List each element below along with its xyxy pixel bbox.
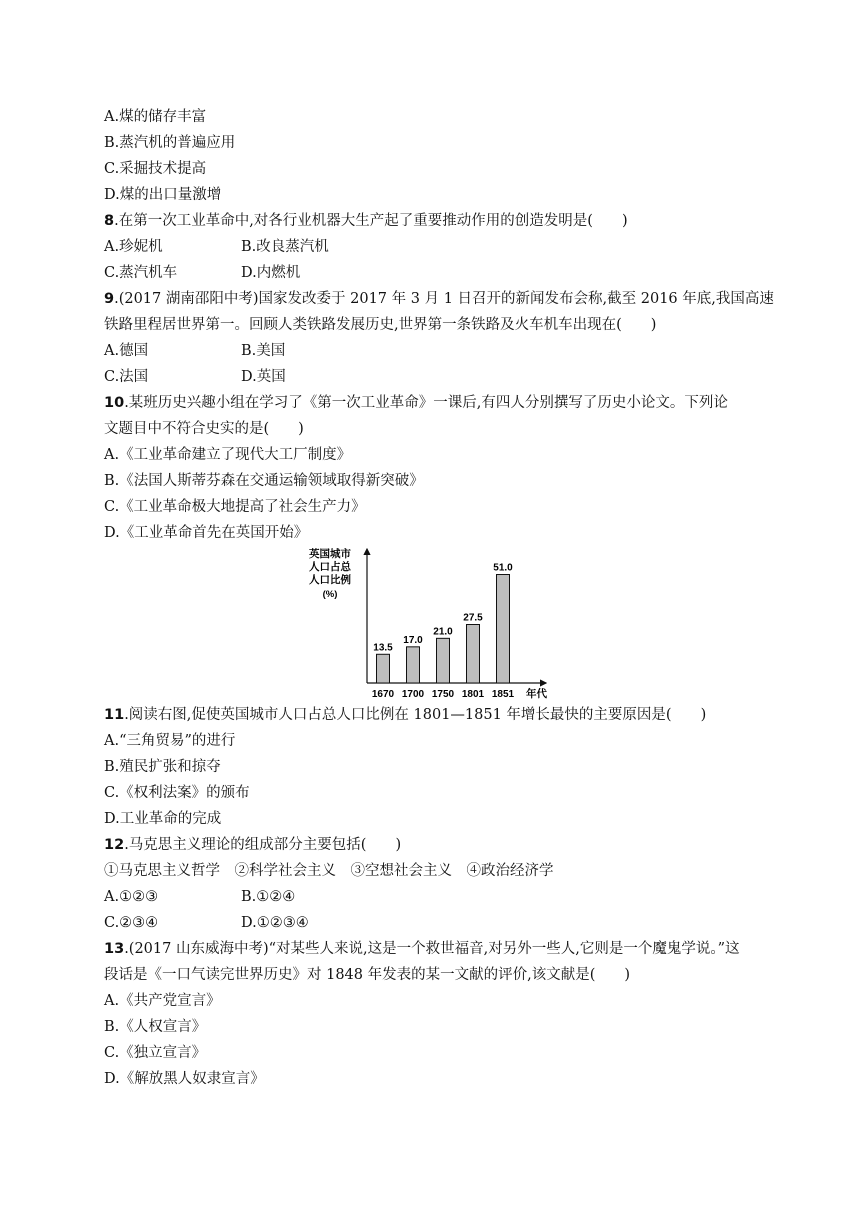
q12-number: 12 — [104, 837, 125, 853]
q11-stem — [104, 705, 706, 725]
q9-option-c: C.法国 — [104, 369, 149, 385]
q11-option-c: C.《权利法案》的颁布 — [104, 785, 250, 801]
q11-option-a: A.“三角贸易”的进行 — [104, 733, 236, 749]
q10-stem-text: .某班历史兴趣小组在学习了《第一次工业革命》一课后,有四人分别撰写了历史小论文。下列论 — [124, 395, 728, 411]
q9-stem-line1 — [104, 289, 774, 309]
q12-option-a: A.①②③ — [104, 889, 159, 905]
q9-option-d: D.英国 — [241, 369, 286, 385]
tick-label-1801: 1801 — [461, 689, 485, 700]
q8-option-b: B.改良蒸汽机 — [241, 239, 329, 255]
bar-1851 — [497, 575, 510, 683]
urban-population-bar-chart — [300, 545, 560, 700]
q8-option-c: C.蒸汽机车 — [104, 265, 178, 281]
bar-1750 — [437, 638, 450, 683]
q11-option-b: B.殖民扩张和掠夺 — [104, 759, 221, 775]
q8-stem — [104, 211, 628, 231]
q10-stem-line1 — [104, 393, 728, 413]
q13-stem-line1 — [104, 939, 740, 959]
q10-option-b: B.《法国人斯蒂芬森在交通运输领域取得新突破》 — [104, 473, 424, 489]
q7-option-a: A.煤的储存丰富 — [104, 109, 207, 125]
value-label-1700: 17.0 — [403, 634, 423, 646]
bar-1670 — [377, 654, 390, 683]
q9-number: 9 — [104, 291, 115, 307]
q9-option-b: B.美国 — [241, 343, 286, 359]
tick-label-1750: 1750 — [431, 689, 455, 700]
q7-option-d: D.煤的出口量激增 — [104, 187, 222, 203]
q7-option-b: B.蒸汽机的普遍应用 — [104, 135, 236, 151]
q13-option-b: B.《人权宣言》 — [104, 1019, 207, 1035]
q9-stem-line2: 铁路里程居世界第一。回顾人类铁路发展历史,世界第一条铁路及火车机车出现在( ) — [104, 317, 657, 333]
q13-option-a: A.《共产党宣言》 — [104, 993, 221, 1009]
value-label-1851: 51.0 — [493, 562, 513, 574]
q10-option-d: D.《工业革命首先在英国开始》 — [104, 525, 309, 541]
value-label-1750: 21.0 — [433, 626, 453, 638]
q13-stem-line2: 段话是《一口气读完世界历史》对 1848 年发表的某一文献的评价,该文献是( ) — [104, 967, 631, 983]
q8-option-d: D.内燃机 — [241, 265, 301, 281]
q10-stem-line2: 文题目中不符合史实的是( ) — [104, 421, 304, 437]
q8-number: 8 — [104, 213, 115, 229]
q9-option-a: A.德国 — [104, 343, 149, 359]
y-axis-label — [309, 547, 351, 600]
q13-number: 13 — [104, 941, 125, 957]
tick-label-1670: 1670 — [371, 689, 395, 700]
tick-label-1700: 1700 — [401, 689, 425, 700]
q12-option-b: B.①②④ — [241, 889, 296, 905]
q10-number: 10 — [104, 395, 125, 411]
q13-stem-text: .(2017 山东威海中考)“对某些人来说,这是一个救世福音,对另外一些人,它则是一个魔鬼学说。”这 — [124, 941, 740, 957]
y-axis-label-line3: 人口比例 — [309, 574, 351, 586]
q10-option-c: C.《工业革命极大地提高了社会生产力》 — [104, 499, 366, 515]
q12-stem — [104, 835, 401, 855]
q10-option-a: A.《工业革命建立了现代大工厂制度》 — [104, 447, 352, 463]
bar-1700 — [407, 647, 420, 683]
value-label-1670: 13.5 — [373, 642, 393, 654]
value-label-1801: 27.5 — [463, 612, 483, 624]
q7-option-c: C.采掘技术提高 — [104, 161, 207, 177]
q11-number: 11 — [104, 707, 125, 723]
x-axis-label: 年代 — [526, 688, 547, 700]
q12-items: ①马克思主义哲学 ②科学社会主义 ③空想社会主义 ④政治经济学 — [104, 863, 554, 879]
q11-option-d: D.工业革命的完成 — [104, 811, 222, 827]
q9-stem-text: .(2017 湖南邵阳中考)国家发改委于 2017 年 3 月 1 日召开的新闻发布会称,截至 2016 年底,我国高速 — [114, 291, 774, 307]
q11-stem-text: .阅读右图,促使英国城市人口占总人口比例在 1801—1851 年增长最快的主要原因是( ) — [124, 707, 707, 723]
y-axis-label-line4: (%) — [322, 589, 338, 600]
bar-1801 — [467, 625, 480, 684]
q13-option-c: C.《独立宣言》 — [104, 1045, 207, 1061]
q12-option-d: D.①②③④ — [241, 915, 309, 931]
tick-label-1851: 1851 — [491, 689, 515, 700]
q8-option-a: A.珍妮机 — [104, 239, 163, 255]
q13-option-d: D.《解放黑人奴隶宣言》 — [104, 1071, 265, 1087]
bar-group — [372, 563, 515, 700]
y-axis-label-line2: 人口占总 — [309, 561, 351, 573]
y-axis-label-line1: 英国城市 — [309, 548, 351, 560]
q12-stem-text: .马克思主义理论的组成部分主要包括( ) — [124, 837, 402, 853]
q12-option-c: C.②③④ — [104, 915, 159, 931]
q8-stem-text: .在第一次工业革命中,对各行业机器大生产起了重要推动作用的创造发明是( ) — [114, 213, 628, 229]
